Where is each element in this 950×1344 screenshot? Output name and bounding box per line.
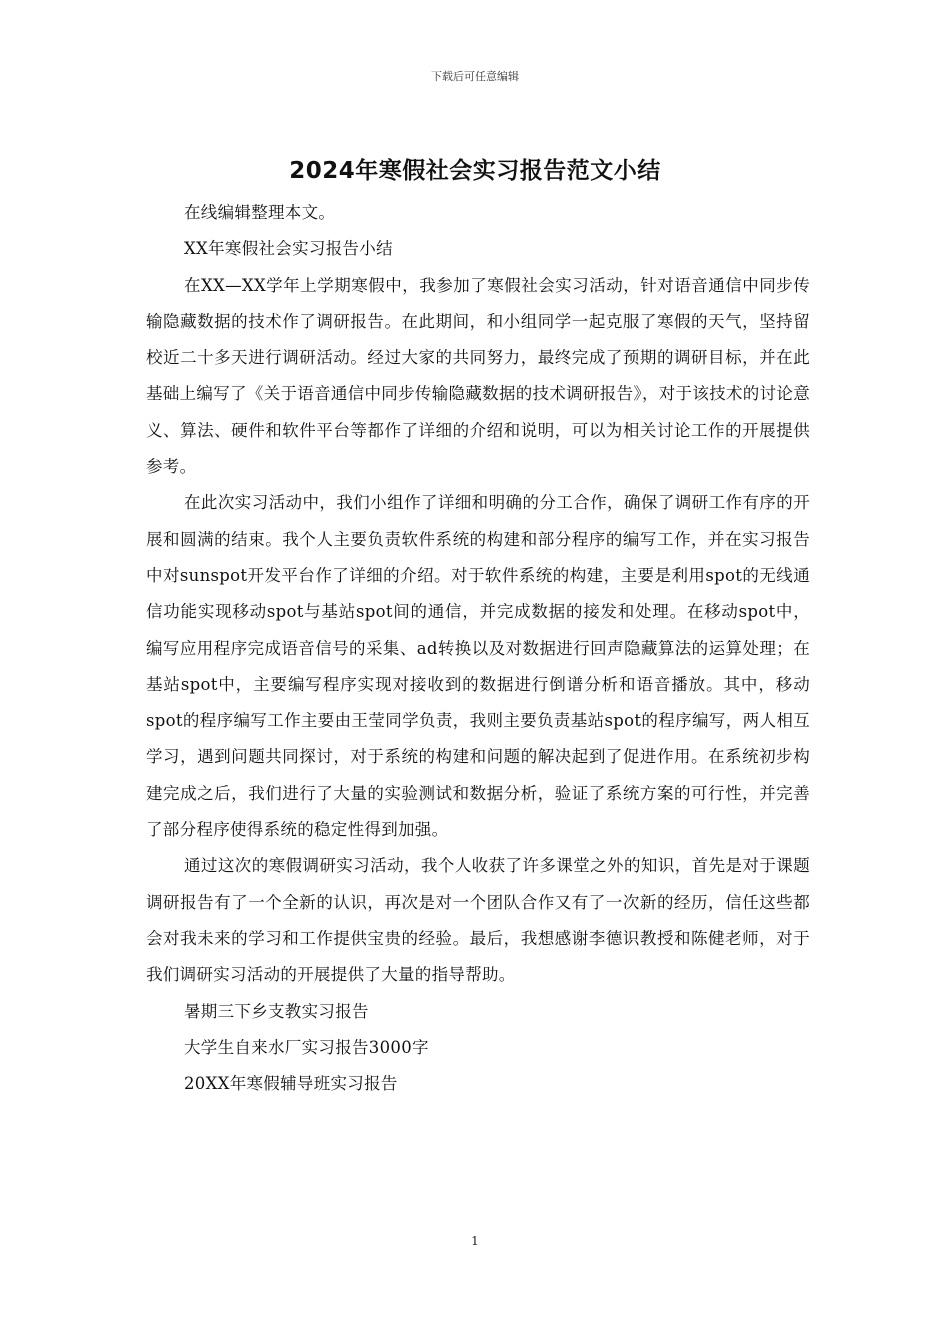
related-article-item: 大学生自来水厂实习报告3000字 (184, 1037, 429, 1057)
related-article-item: 暑期三下乡支教实习报告 (184, 1001, 369, 1021)
page-number: 1 (471, 1234, 479, 1248)
document-title: 2024年寒假社会实习报告范文小结 (289, 158, 661, 184)
paragraph-subtitle: XX年寒假社会实习报告小结 (184, 239, 393, 259)
paragraph-work-division: 在此次实习活动中，我们小组作了详细和明确的分工合作，确保了调研工作有序的开展和圆满的结束。我个人主要负责软件系统的构建和部分程序的编写工作，并在实习报告中对sunspot开发平台作了详细的介绍。对于软件系统的构建，主要是利用spot的无线通信功能实现移动spot与基站spot间的通信，并完成数据的接发和处理。在移动spot中，编写应用程序完成语音信号的采集、ad转换以及对数据进行回声隐藏算法的运算处理；在基站spot中，主要编写程序实现对接收到的数据进行倒谱分析和语音播放。其中，移动spot的程序编写工作主要由王莹同学负责，我则主要负责基站spot的程序编写，两人相互学习，遇到问题共同探讨，对于系统的构建和问题的解决起到了促进作用。在系统初步构建完成之后，我们进行了大量的实验测试和数据分析，验证了系统方案的可行性，并完善了部分程序使得系统的稳定性得到加强。 (146, 493, 810, 840)
related-article-item: 20XX年寒假辅导班实习报告 (184, 1074, 398, 1094)
page-header: 下载后可任意编辑 (431, 70, 519, 83)
document-body (146, 195, 810, 1102)
paragraph-gains-thanks: 通过这次的寒假调研实习活动，我个人收获了许多课堂之外的知识，首先是对于课题调研报告有了一个全新的认识，再次是对一个团队合作又有了一次新的经历，信任这些都会对我未来的学习和工作提供宝贵的经验。最后，我想感谢李德识教授和陈健老师，对于我们调研实习活动的开展提供了大量的指导帮助。 (146, 856, 810, 985)
paragraph-activity-overview: 在XX—XX学年上学期寒假中，我参加了寒假社会实习活动，针对语音通信中同步传输隐藏数据的技术作了调研报告。在此期间，和小组同学一起克服了寒假的天气，坚持留校近二十多天进行调研活动。经过大家的共同努力，最终完成了预期的调研目标，并在此基础上编写了《关于语音通信中同步传输隐藏数据的技术调研报告》，对于该技术的讨论意义、算法、硬件和软件平台等都作了详细的介绍和说明，可以为相关讨论工作的开展提供参考。 (146, 275, 810, 477)
paragraph-intro-note: 在线编辑整理本文。 (184, 203, 336, 222)
